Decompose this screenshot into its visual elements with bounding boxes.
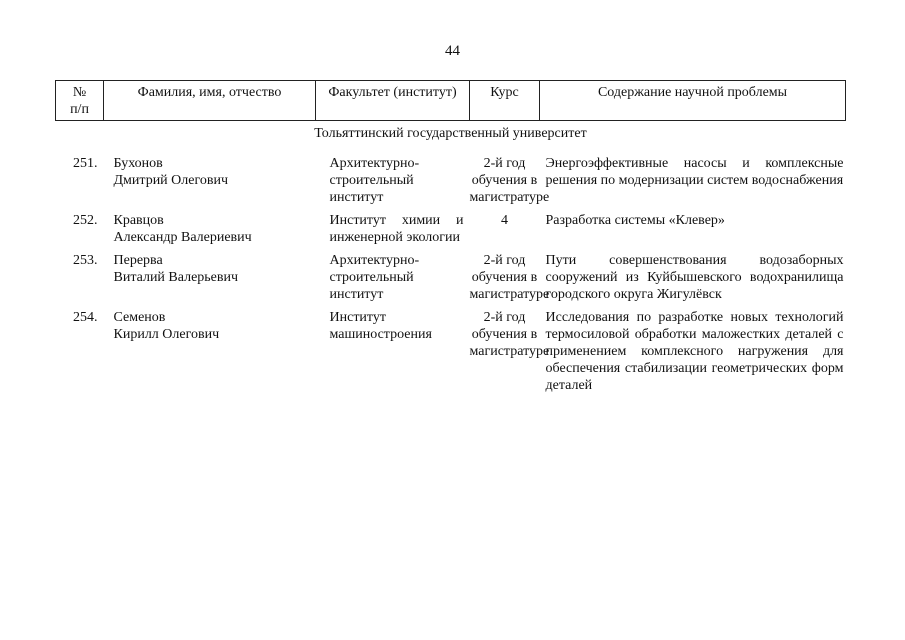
- faculty: Архитектурно-строительный институт: [329, 253, 420, 302]
- course: 2-й год обучения в магистратуре: [469, 156, 550, 205]
- table-row: [56, 155, 846, 212]
- university-name: Тольяттинский государственный университет: [314, 126, 587, 141]
- research-topic: Энергоэффективные насосы и комплексные решения по модернизации систем водоснабжения: [545, 156, 844, 188]
- row-number: 253.: [73, 253, 98, 268]
- header-faculty: Факультет (институт): [316, 81, 470, 121]
- student-given-names: Дмитрий Олегович: [113, 173, 229, 188]
- student-name: [104, 155, 316, 212]
- research-topic: Разработка системы «Клевер»: [545, 213, 725, 228]
- student-name: [104, 212, 316, 252]
- student-surname: Бухонов: [113, 156, 163, 171]
- faculty: Институт химии и инженерной экологии: [329, 213, 464, 245]
- header-name: Фамилия, имя, отчество: [104, 81, 316, 121]
- course: 4: [501, 213, 508, 228]
- research-topic: Пути совершенствования водозаборных сооружений из Куйбышевского водохранилища городского округа Жигулёвск: [545, 253, 844, 302]
- page-number: 44: [445, 43, 460, 59]
- faculty: Архитектурно-строительный институт: [329, 156, 420, 205]
- table-row: [56, 309, 846, 400]
- header-num: [56, 81, 104, 121]
- student-name: [104, 309, 316, 400]
- header-topic: Содержание научной проблемы: [540, 81, 846, 121]
- table-header-row: [56, 81, 846, 121]
- student-given-names: Кирилл Олегович: [113, 327, 220, 342]
- student-surname: Кравцов: [113, 213, 164, 228]
- student-given-names: Александр Валериевич: [113, 230, 252, 245]
- student-name: [104, 252, 316, 309]
- course: 2-й год обучения в магистратуре: [469, 253, 550, 302]
- header-course: Курс: [470, 81, 540, 121]
- row-number: 252.: [73, 213, 98, 228]
- student-surname: Семенов: [113, 310, 166, 325]
- faculty: Институт машиностроения: [329, 310, 432, 342]
- course: 2-й год обучения в магистратуре: [469, 310, 550, 359]
- header-num-symbol: №: [72, 85, 87, 100]
- student-surname: Перерва: [113, 253, 163, 268]
- header-num-label: п/п: [70, 102, 89, 117]
- table-row: [56, 212, 846, 252]
- university-row: [56, 121, 846, 156]
- students-table: [55, 80, 846, 400]
- row-number: 254.: [73, 310, 98, 325]
- student-given-names: Виталий Валерьевич: [113, 270, 239, 285]
- research-topic: Исследования по разработке новых технологий термосиловой обработки маложестких деталей с применением комплексного нагружения для обеспечения стабилизации геометрических форм деталей: [545, 310, 844, 393]
- row-number: 251.: [73, 156, 98, 171]
- table-row: [56, 252, 846, 309]
